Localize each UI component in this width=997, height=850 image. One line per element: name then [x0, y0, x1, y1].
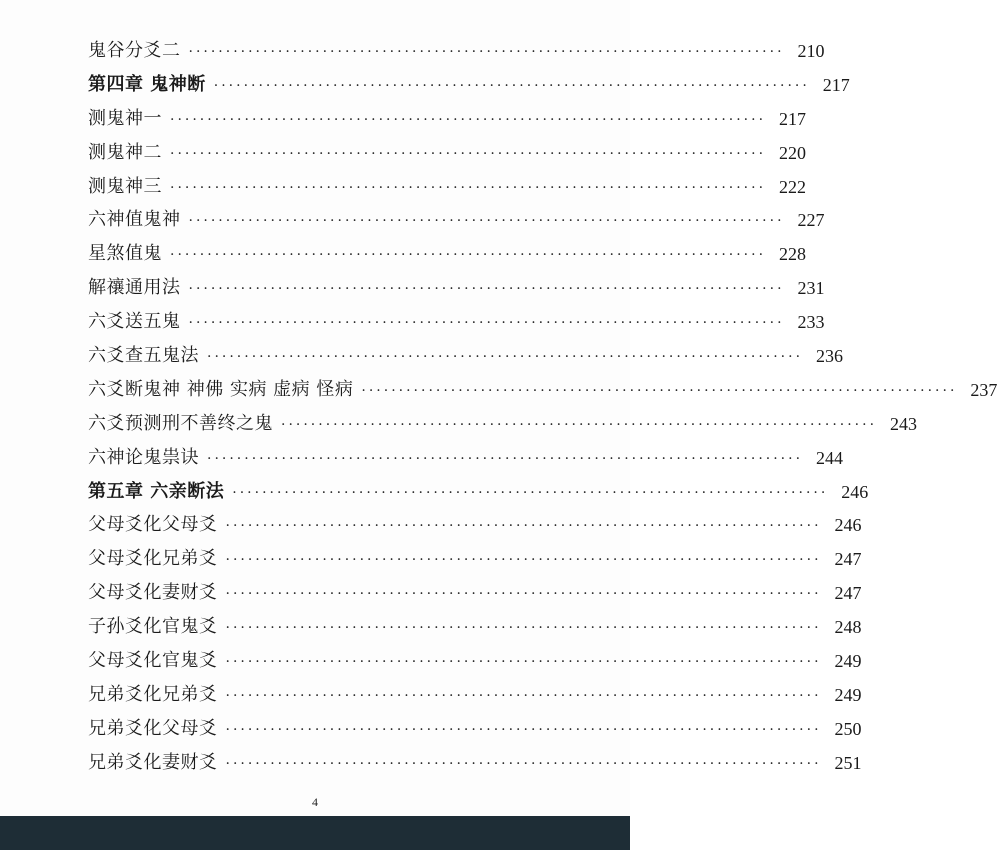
toc-leader-dots: ················································································ — [225, 586, 822, 603]
toc-chapter-row[interactable] — [88, 475, 869, 509]
toc-leader-dots: ················································································ — [361, 382, 958, 399]
toc-entry-page: 210 — [797, 40, 825, 61]
toc-entry-row[interactable] — [88, 102, 807, 136]
toc-entry-title: 六神论鬼祟诀 — [88, 446, 199, 468]
toc-leader-dots: ················································································ — [170, 111, 767, 128]
toc-entry-title: 六爻预测刑不善终之鬼 — [88, 412, 273, 434]
toc-entry-row[interactable] — [88, 34, 825, 68]
toc-entry-page: 217 — [779, 108, 807, 129]
toc-entry-row[interactable] — [88, 237, 807, 271]
toc-entry-title: 兄弟爻化父母爻 — [88, 717, 218, 739]
toc-leader-dots: ················································································ — [225, 721, 822, 738]
toc-entry-page: 247 — [834, 583, 862, 604]
toc-leader-dots: ················································································ — [207, 450, 804, 467]
toc-leader-dots: ················································································ — [225, 552, 822, 569]
toc-entry-page: 228 — [779, 244, 807, 265]
toc-entry-title: 星煞值鬼 — [88, 243, 162, 265]
toc-leader-dots: ················································································ — [213, 77, 810, 94]
toc-entry-title: 测鬼神二 — [88, 141, 162, 163]
toc-entry-row[interactable] — [88, 712, 862, 746]
toc-entry-row[interactable] — [88, 305, 825, 339]
toc-entry-row[interactable] — [88, 407, 918, 441]
toc-entry-row[interactable] — [88, 170, 807, 204]
toc-entry-page: 233 — [797, 312, 825, 333]
toc-entry-row[interactable] — [88, 136, 807, 170]
toc-entry-page: 217 — [822, 74, 850, 95]
toc-entry-title: 六爻查五鬼法 — [88, 344, 199, 366]
toc-leader-dots: ················································································ — [188, 281, 785, 298]
toc-entry-row[interactable] — [88, 678, 862, 712]
toc-leader-dots: ················································································ — [188, 43, 785, 60]
toc-entry-title: 解禳通用法 — [88, 277, 181, 299]
toc-leader-dots: ················································································ — [188, 213, 785, 230]
toc-entry-title: 六神值鬼神 — [88, 209, 181, 231]
toc-entry-title: 六爻断鬼神 神佛 实病 虚病 怪病 — [88, 378, 354, 400]
toc-entry-page: 236 — [816, 345, 844, 366]
toc-leader-dots: ················································································ — [232, 484, 829, 501]
toc-entry-page: 222 — [779, 176, 807, 197]
toc-entry-title: 鬼谷分爻二 — [88, 39, 181, 61]
toc-leader-dots: ················································································ — [170, 179, 767, 196]
toc-entry-row[interactable] — [88, 542, 862, 576]
toc-entry-row[interactable] — [88, 508, 862, 542]
page-number: 4 — [312, 795, 318, 809]
toc-entry-page: 246 — [841, 481, 869, 502]
toc-entry-page: 249 — [834, 650, 862, 671]
toc-entry-title: 子孙爻化官鬼爻 — [88, 616, 218, 638]
toc-entry-row[interactable] — [88, 271, 825, 305]
toc-leader-dots: ················································································ — [225, 755, 822, 772]
toc-entry-title: 兄弟爻化妻财爻 — [88, 751, 218, 773]
toc-entry-page: 243 — [890, 413, 918, 434]
viewer-bottom-bar — [0, 816, 630, 850]
toc-entry-title: 六爻送五鬼 — [88, 311, 181, 333]
toc-entry-page: 246 — [834, 515, 862, 536]
toc-entry-title: 父母爻化官鬼爻 — [88, 649, 218, 671]
toc-entry-title: 测鬼神一 — [88, 107, 162, 129]
toc-entry-row[interactable] — [88, 746, 862, 780]
toc-leader-dots: ················································································ — [170, 247, 767, 264]
toc-entry-page: 244 — [816, 447, 844, 468]
toc-leader-dots: ················································································ — [281, 416, 878, 433]
toc-leader-dots: ················································································ — [225, 653, 822, 670]
toc-entry-page: 251 — [834, 752, 862, 773]
toc-entry-row[interactable] — [88, 441, 844, 475]
toc-leader-dots: ················································································ — [188, 315, 785, 332]
toc-leader-dots: ················································································ — [225, 620, 822, 637]
toc-entry-title: 兄弟爻化兄弟爻 — [88, 683, 218, 705]
toc-entry-title: 父母爻化父母爻 — [88, 514, 218, 536]
toc-entry-title: 第五章 六亲断法 — [88, 480, 225, 502]
toc-leader-dots: ················································································ — [207, 348, 804, 365]
toc-entry-page: 247 — [834, 549, 862, 570]
toc-leader-dots: ················································································ — [225, 518, 822, 535]
toc-entry-row[interactable] — [88, 203, 825, 237]
toc-entry-page: 237 — [970, 379, 997, 400]
toc-entry-title: 测鬼神三 — [88, 175, 162, 197]
toc-entry-row[interactable] — [88, 576, 862, 610]
toc-chapter-row[interactable] — [88, 68, 850, 102]
toc-leader-dots: ················································································ — [225, 687, 822, 704]
table-of-contents — [88, 34, 997, 780]
toc-leader-dots: ················································································ — [170, 145, 767, 162]
toc-entry-page: 227 — [797, 210, 825, 231]
toc-entry-title: 父母爻化妻财爻 — [88, 582, 218, 604]
toc-entry-page: 248 — [834, 617, 862, 638]
toc-entry-row[interactable] — [88, 644, 862, 678]
toc-entry-page: 220 — [779, 142, 807, 163]
toc-entry-page: 249 — [834, 684, 862, 705]
toc-entry-title: 第四章 鬼神断 — [88, 73, 206, 95]
toc-entry-row[interactable] — [88, 373, 997, 407]
toc-entry-row[interactable] — [88, 610, 862, 644]
toc-entry-page: 250 — [834, 718, 862, 739]
toc-entry-page: 231 — [797, 278, 825, 299]
toc-entry-title: 父母爻化兄弟爻 — [88, 548, 218, 570]
toc-entry-row[interactable] — [88, 339, 844, 373]
